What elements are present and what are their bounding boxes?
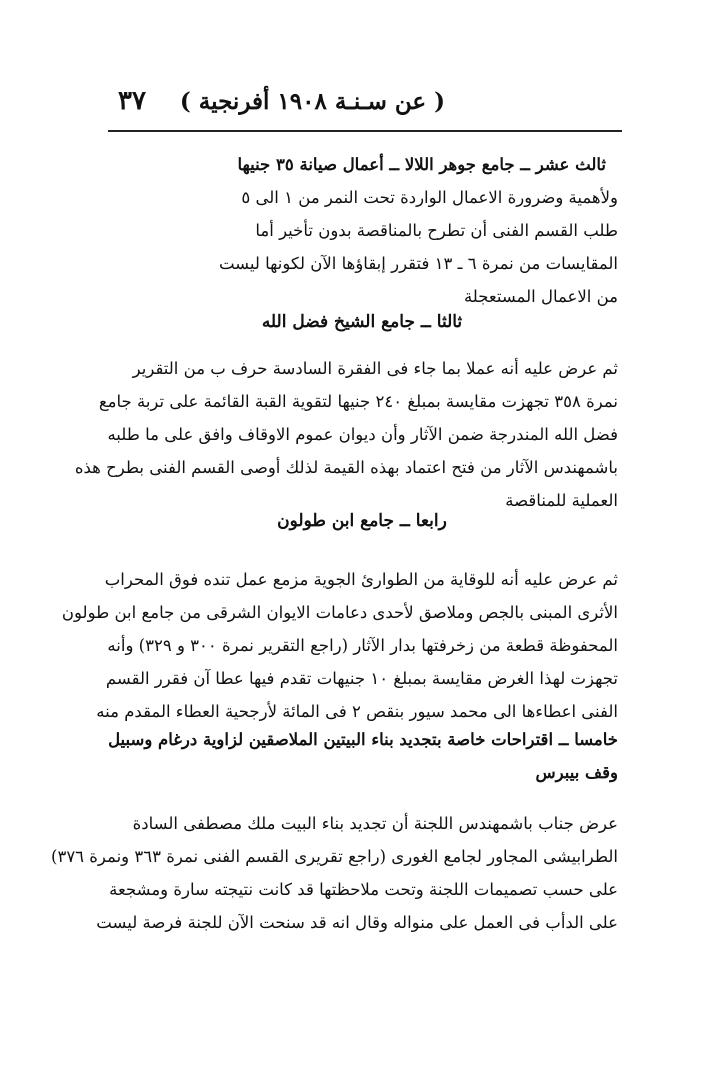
text-line: طلب القسم الفنى أن تطرح بالمناقصة بدون تأخير أما	[255, 221, 618, 240]
text-line: المقايسات من نمرة ٦ ـ ١٣ فتقرر إبقاؤها الآن لكونها ليست	[218, 254, 618, 273]
text-line: الطرابيشى المجاور لجامع الغورى (راجع تقريرى القسم الفنى نمرة ٣٦٣ ونمرة ٣٧٦)	[51, 847, 618, 866]
text-line: فضل الله المندرجة ضمن الآثار وأن ديوان عموم الاوقاف وافق على ما طلبه	[107, 425, 618, 444]
item-thirteen-paragraph	[106, 148, 618, 313]
text-line: ثم عرض عليه أنه للوقاية من الطوارئ الجوية مزمع عمل تنده فوق المحراب	[104, 570, 618, 589]
item-thirteen-title: ثالث عشر ــ جامع جوهر اللالا ــ أعمال صيانة ٣٥ جنيها	[237, 155, 606, 174]
section-five-heading-line: وقف بيبرس	[535, 763, 618, 782]
section-three-heading: ثالثا ــ جامع الشيخ فضل الله	[261, 312, 463, 332]
header-rule	[108, 130, 622, 132]
text-line: المحفوظة قطعة من زخرفتها بدار الآثار (راجع التقرير نمرة ٣٠٠ و ٣٢٩) وأنه	[107, 636, 618, 655]
text-line: ثم عرض عليه أنه عملا بما جاء فى الفقرة السادسة حرف ب من التقرير	[132, 359, 618, 378]
text-line: باشمهندس الآثار من فتح اعتماد بهذه القيمة لذلك أوصى القسم الفنى بطرح هذه	[74, 458, 618, 477]
section-three-paragraph	[74, 352, 618, 517]
text-line: على الدأب فى العمل على منواله وقال انه قد سنحت الآن للجنة فرصة ليست	[96, 913, 618, 932]
text-line: نمرة ٣٥٨ تجهزت مقايسة بمبلغ ٢٤٠ جنيها لتقوية القبة القائمة على تربة جامع	[98, 392, 618, 411]
section-five-heading	[106, 723, 618, 789]
text-line: عرض جناب باشمهندس اللجنة أن تجديد بناء البيت ملك مصطفى السادة	[132, 814, 618, 833]
section-four-paragraph	[61, 563, 618, 728]
text-line: ولأهمية وضرورة الاعمال الواردة تحت النمر من ١ الى ٥	[241, 188, 618, 207]
page-header	[110, 86, 620, 126]
section-five-paragraph	[51, 807, 618, 939]
text-line: على حسب تصميمات اللجنة وتحت ملاحظتها قد كانت نتيجته سارة ومشجعة	[109, 880, 618, 899]
text-line: الفنى اعطاءها الى محمد سيور بنقص ٢ فى المائة لأرجحية العطاء المقدم منه	[96, 702, 618, 721]
text-line: تجهزت لهذا الغرض مقايسة بمبلغ ١٠ جنيهات تقدم فيها عطا آن فقرر القسم	[105, 669, 618, 688]
section-five-heading-line: خامسا ــ اقتراحات خاصة بتجديد بناء البيتين الملاصقين لزاوية درغام وسبيل	[108, 730, 618, 749]
text-line: من الاعمال المستعجلة	[463, 287, 618, 306]
page-number: ٣٧	[118, 86, 146, 116]
section-four-heading: رابعا ــ جامع ابن طولون	[277, 511, 447, 531]
text-line: الأثرى المبنى بالجص وملاصق لأحدى دعامات الايوان الشرقى من جامع ابن طولون	[61, 603, 618, 622]
text-line: العملية للمناقصة	[505, 491, 618, 510]
running-title: ( عن سـنـة ١٩٠٨ أفرنجية )	[179, 88, 445, 115]
